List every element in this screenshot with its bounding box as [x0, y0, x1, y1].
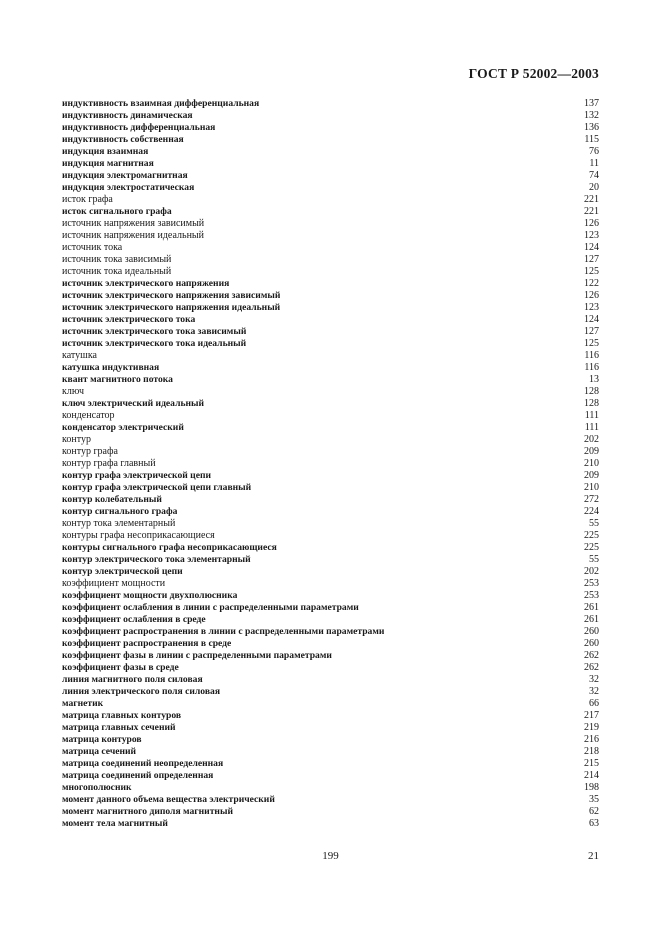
- index-entry: [62, 578, 599, 590]
- index-term: матрица главных сечений: [62, 722, 176, 733]
- index-term: индукция магнитная: [62, 158, 154, 169]
- index-entry: [62, 518, 599, 530]
- index-page-ref: 122: [584, 278, 599, 289]
- index-entry: [62, 434, 599, 446]
- index-page-ref: 125: [584, 338, 599, 349]
- index-entry: [62, 194, 599, 206]
- index-page-ref: 221: [584, 206, 599, 217]
- index-term: многополюсник: [62, 782, 132, 793]
- index-entry: [62, 746, 599, 758]
- index-term: контур графа электрической цепи: [62, 470, 212, 481]
- index-term: контур графа главный: [62, 458, 156, 469]
- index-page-ref: 225: [584, 530, 599, 541]
- index-term: источник напряжения зависимый: [62, 218, 205, 229]
- index-term: матрица соединений определенная: [62, 770, 214, 781]
- index-page-ref: 261: [584, 602, 599, 613]
- index-term: момент тела магнитный: [62, 818, 168, 829]
- index-page-ref: 209: [584, 470, 599, 481]
- index-term: конденсатор: [62, 410, 115, 421]
- index-term: коэффициент распространения в среде: [62, 638, 232, 649]
- index-page-ref: 76: [589, 146, 599, 157]
- index-entry: [62, 614, 599, 626]
- index-entry: [62, 470, 599, 482]
- index-page-ref: 260: [584, 626, 599, 637]
- index-page-ref: 225: [584, 542, 599, 553]
- index-entry: [62, 134, 599, 146]
- index-entry: [62, 146, 599, 158]
- index-page-ref: 126: [584, 218, 599, 229]
- index-entry: [62, 758, 599, 770]
- index-page-ref: 13: [589, 374, 599, 385]
- index-page-ref: 210: [584, 458, 599, 469]
- index-page-ref: 116: [584, 362, 599, 373]
- index-page-ref: 62: [589, 806, 599, 817]
- index-entry: [62, 326, 599, 338]
- index-entry: [62, 374, 599, 386]
- index-entry: [62, 254, 599, 266]
- index-term: катушка: [62, 350, 97, 361]
- index-entry: [62, 314, 599, 326]
- index-entry: [62, 158, 599, 170]
- index-entry: [62, 278, 599, 290]
- index-entry: [62, 302, 599, 314]
- index-page-ref: 216: [584, 734, 599, 745]
- index-entry: [62, 422, 599, 434]
- index-page-ref: 128: [584, 386, 599, 397]
- index-term: исток сигнального графа: [62, 206, 172, 217]
- index-page-ref: 55: [589, 554, 599, 565]
- index-page-ref: 11: [589, 158, 599, 169]
- index-term: контур электрического тока элементарный: [62, 554, 251, 565]
- index-term: контур электрической цепи: [62, 566, 183, 577]
- index-term: источник электрического тока идеальный: [62, 338, 247, 349]
- index-page-ref: 198: [584, 782, 599, 793]
- index-page-ref: 123: [584, 302, 599, 313]
- index-page-ref: 253: [584, 590, 599, 601]
- index-list: [62, 98, 599, 830]
- index-term: исток графа: [62, 194, 113, 205]
- index-page-ref: 215: [584, 758, 599, 769]
- index-term: источник тока идеальный: [62, 266, 172, 277]
- index-entry: [62, 782, 599, 794]
- index-entry: [62, 266, 599, 278]
- index-page-ref: 63: [589, 818, 599, 829]
- index-entry: [62, 554, 599, 566]
- index-entry: [62, 98, 599, 110]
- index-term: линия магнитного поля силовая: [62, 674, 203, 685]
- index-page-ref: 221: [584, 194, 599, 205]
- index-term: контур графа электрической цепи главный: [62, 482, 252, 493]
- index-term: контур колебательный: [62, 494, 162, 505]
- index-page-ref: 260: [584, 638, 599, 649]
- index-entry: [62, 458, 599, 470]
- index-term: индукция электромагнитная: [62, 170, 188, 181]
- index-term: источник напряжения идеальный: [62, 230, 204, 241]
- index-page-ref: 124: [584, 314, 599, 325]
- index-entry: [62, 806, 599, 818]
- index-page-ref: 219: [584, 722, 599, 733]
- index-term: индукция взаимная: [62, 146, 149, 157]
- index-page-ref: 132: [584, 110, 599, 121]
- index-page-ref: 32: [589, 686, 599, 697]
- index-term: контур сигнального графа: [62, 506, 178, 517]
- index-term: источник электрического напряжения: [62, 278, 230, 289]
- index-entry: [62, 206, 599, 218]
- index-term: ключ электрический идеальный: [62, 398, 205, 409]
- index-page-ref: 262: [584, 662, 599, 673]
- index-entry: [62, 650, 599, 662]
- index-term: катушка индуктивная: [62, 362, 160, 373]
- index-entry: [62, 482, 599, 494]
- index-term: источник электрического тока: [62, 314, 196, 325]
- index-entry: [62, 182, 599, 194]
- index-entry: [62, 338, 599, 350]
- index-entry: [62, 362, 599, 374]
- index-term: контуры сигнального графа несоприкасающиеся: [62, 542, 277, 553]
- index-term: линия электрического поля силовая: [62, 686, 221, 697]
- index-entry: [62, 626, 599, 638]
- index-entry: [62, 350, 599, 362]
- index-page-ref: 128: [584, 398, 599, 409]
- index-entry: [62, 410, 599, 422]
- index-entry: [62, 386, 599, 398]
- index-term: коэффициент распространения в линии с распределенными параметрами: [62, 626, 385, 637]
- index-page-ref: 136: [584, 122, 599, 133]
- index-entry: [62, 770, 599, 782]
- index-page-ref: 261: [584, 614, 599, 625]
- index-page-ref: 262: [584, 650, 599, 661]
- index-entry: [62, 398, 599, 410]
- index-term: момент магнитного диполя магнитный: [62, 806, 233, 817]
- index-term: матрица соединений неопределенная: [62, 758, 224, 769]
- index-term: матрица главных контуров: [62, 710, 182, 721]
- index-entry: [62, 566, 599, 578]
- index-term: коэффициент мощности двухполюсника: [62, 590, 238, 601]
- index-entry: [62, 290, 599, 302]
- index-term: коэффициент ослабления в среде: [62, 614, 206, 625]
- index-term: источник тока: [62, 242, 123, 253]
- index-page-ref: 123: [584, 230, 599, 241]
- index-entry: [62, 638, 599, 650]
- index-term: контуры графа несоприкасающиеся: [62, 530, 215, 541]
- index-entry: [62, 590, 599, 602]
- index-entry: [62, 110, 599, 122]
- index-page-ref: 115: [584, 134, 599, 145]
- index-page-ref: 74: [589, 170, 599, 181]
- index-entry: [62, 698, 599, 710]
- index-term: источник электрического тока зависимый: [62, 326, 247, 337]
- index-term: матрица сечений: [62, 746, 137, 757]
- index-page-ref: 116: [584, 350, 599, 361]
- index-term: ключ: [62, 386, 84, 397]
- index-page-ref: 127: [584, 326, 599, 337]
- index-term: индуктивность динамическая: [62, 110, 193, 121]
- index-entry: [62, 662, 599, 674]
- index-term: индукция электростатическая: [62, 182, 195, 193]
- index-entry: [62, 722, 599, 734]
- index-term: коэффициент фазы в среде: [62, 662, 179, 673]
- index-page-ref: 126: [584, 290, 599, 301]
- index-entry: [62, 794, 599, 806]
- index-entry: [62, 506, 599, 518]
- index-entry: [62, 218, 599, 230]
- index-entry: [62, 674, 599, 686]
- index-page-ref: 218: [584, 746, 599, 757]
- index-page-ref: 224: [584, 506, 599, 517]
- index-term: контур графа: [62, 446, 118, 457]
- page-number-right: 21: [588, 850, 599, 862]
- index-page-ref: 32: [589, 674, 599, 685]
- index-page-ref: 214: [584, 770, 599, 781]
- index-term: источник электрического напряжения зависимый: [62, 290, 281, 301]
- index-term: источник электрического напряжения идеальный: [62, 302, 281, 313]
- index-page-ref: 124: [584, 242, 599, 253]
- index-term: индуктивность взаимная дифференциальная: [62, 98, 260, 109]
- index-page-ref: 217: [584, 710, 599, 721]
- index-page-ref: 127: [584, 254, 599, 265]
- index-page-ref: 202: [584, 566, 599, 577]
- index-page-ref: 253: [584, 578, 599, 589]
- index-page-ref: 66: [589, 698, 599, 709]
- index-term: конденсатор электрический: [62, 422, 184, 433]
- index-entry: [62, 734, 599, 746]
- index-entry: [62, 494, 599, 506]
- index-entry: [62, 710, 599, 722]
- index-term: индуктивность дифференциальная: [62, 122, 216, 133]
- index-page-ref: 272: [584, 494, 599, 505]
- index-entry: [62, 530, 599, 542]
- index-page-ref: 111: [584, 410, 599, 421]
- index-page-ref: 20: [589, 182, 599, 193]
- index-term: момент данного объема вещества электрический: [62, 794, 275, 805]
- index-entry: [62, 170, 599, 182]
- index-page-ref: 202: [584, 434, 599, 445]
- index-page-ref: 55: [589, 518, 599, 529]
- index-term: контур: [62, 434, 91, 445]
- index-entry: [62, 602, 599, 614]
- index-entry: [62, 446, 599, 458]
- index-term: источник тока зависимый: [62, 254, 172, 265]
- index-entry: [62, 818, 599, 830]
- index-term: матрица контуров: [62, 734, 142, 745]
- index-term: коэффициент мощности: [62, 578, 166, 589]
- document-header: ГОСТ Р 52002—2003: [468, 66, 599, 81]
- index-entry: [62, 230, 599, 242]
- index-term: магнетик: [62, 698, 104, 709]
- index-term: индуктивность собственная: [62, 134, 184, 145]
- index-entry: [62, 122, 599, 134]
- index-entry: [62, 242, 599, 254]
- index-page-ref: 209: [584, 446, 599, 457]
- index-page-ref: 35: [589, 794, 599, 805]
- index-page-ref: 137: [584, 98, 599, 109]
- index-entry: [62, 686, 599, 698]
- index-term: коэффициент фазы в линии с распределенными параметрами: [62, 650, 332, 661]
- index-term: контур тока элементарный: [62, 518, 176, 529]
- index-term: коэффициент ослабления в линии с распределенными параметрами: [62, 602, 359, 613]
- index-page-ref: 111: [584, 422, 599, 433]
- index-entry: [62, 542, 599, 554]
- page-number-center: 199: [322, 850, 339, 862]
- index-page-ref: 125: [584, 266, 599, 277]
- index-term: квант магнитного потока: [62, 374, 173, 385]
- index-page-ref: 210: [584, 482, 599, 493]
